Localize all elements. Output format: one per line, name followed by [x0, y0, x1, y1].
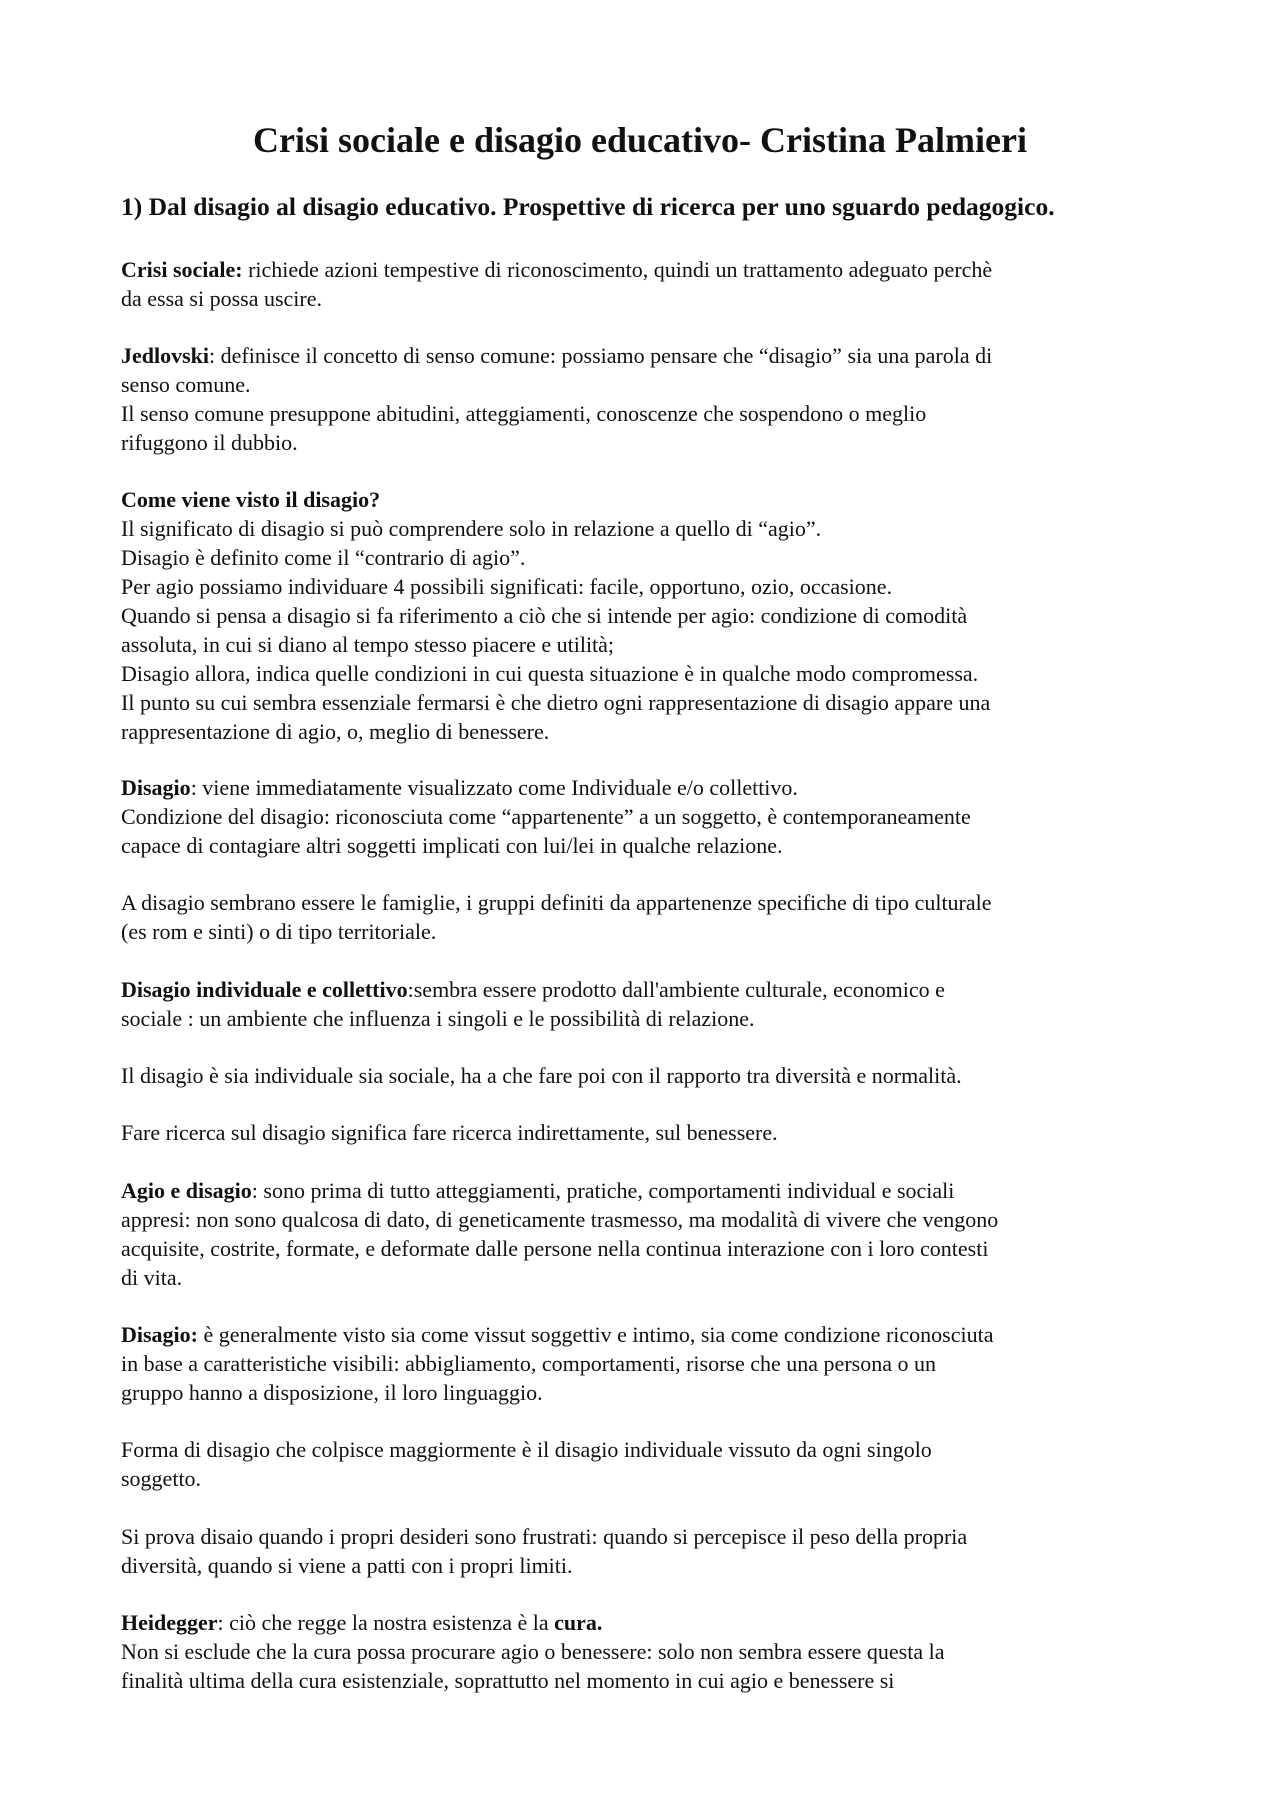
- paragraph-line: (es rom e sinti) o di tipo territoriale.: [121, 919, 437, 944]
- paragraph-line: Agio e disagio: sono prima di tutto atteggiamenti, pratiche, comportamenti individual e sociali: [121, 1178, 955, 1203]
- paragraph-line: di vita.: [121, 1265, 183, 1290]
- paragraph-line: Il disagio è sia individuale sia sociale, ha a che fare poi con il rapporto tra diversità e normalità.: [121, 1063, 962, 1088]
- paragraph-line: Forma di disagio che colpisce maggiormente è il disagio individuale vissuto da ogni singolo: [121, 1437, 932, 1462]
- paragraph-line: rifuggono il dubbio.: [121, 430, 298, 455]
- term-agio-e-disagio: Agio e disagio: [121, 1178, 252, 1203]
- paragraph-line: soggetto.: [121, 1466, 202, 1491]
- paragraph-line: Si prova disaio quando i propri desideri sono frustrati: quando si percepisce il peso della propria: [121, 1524, 968, 1549]
- section-heading: 1) Dal disagio al disagio educativo. Prospettive di ricerca per uno sguardo pedagogico.: [121, 192, 1055, 221]
- paragraph-line: Fare ricerca sul disagio significa fare ricerca indirettamente, sul benessere.: [121, 1120, 778, 1145]
- paragraph-line: Crisi sociale: richiede azioni tempestive di riconoscimento, quindi un trattamento adeguato perchè: [121, 257, 993, 282]
- paragraph-line: finalità ultima della cura esistenziale, soprattutto nel momento in cui agio e benessere si: [121, 1668, 895, 1693]
- term-disagio-2: Disagio:: [121, 1322, 198, 1347]
- paragraph-line: Il punto su cui sembra essenziale fermarsi è che dietro ogni rappresentazione di disagio appare una: [121, 690, 991, 715]
- paragraph-line: Condizione del disagio: riconosciuta come “appartenente” a un soggetto, è contemporaneamente: [121, 804, 971, 829]
- paragraph-line: Heidegger: ciò che regge la nostra esistenza è la cura.: [121, 1610, 603, 1635]
- paragraph-line: capace di contagiare altri soggetti implicati con lui/lei in qualche relazione.: [121, 833, 783, 858]
- paragraph-line: Disagio allora, indica quelle condizioni in cui questa situazione è in qualche modo compromessa.: [121, 661, 979, 686]
- paragraph-line: Quando si pensa a disagio si fa riferimento a ciò che si intende per agio: condizione di comodità: [121, 603, 968, 628]
- term-crisi-sociale: Crisi sociale:: [121, 257, 243, 282]
- paragraph-line: A disagio sembrano essere le famiglie, i gruppi definiti da appartenenze specifiche di tipo culturale: [121, 890, 992, 915]
- paragraph-line: gruppo hanno a disposizione, il loro linguaggio.: [121, 1380, 543, 1405]
- paragraph-line: Disagio: è generalmente visto sia come vissut soggettiv e intimo, sia come condizione riconosciuta: [121, 1322, 994, 1347]
- paragraph-line: assoluta, in cui si diano al tempo stesso piacere e utilità;: [121, 632, 615, 657]
- paragraph-line: Non si esclude che la cura possa procurare agio o benessere: solo non sembra essere questa la: [121, 1639, 945, 1664]
- paragraph-line: Il senso comune presuppone abitudini, atteggiamenti, conoscenze che sospendono o meglio: [121, 401, 927, 426]
- paragraph-line: senso comune.: [121, 372, 251, 397]
- paragraph-line: da essa si possa uscire.: [121, 286, 323, 311]
- paragraph-line: diversità, quando si viene a patti con i propri limiti.: [121, 1553, 573, 1578]
- paragraph-line: Per agio possiamo individuare 4 possibili significati: facile, opportuno, ozio, occasione.: [121, 574, 893, 599]
- paragraph-line: sociale : un ambiente che influenza i singoli e le possibilità di relazione.: [121, 1006, 755, 1031]
- paragraph-line: Disagio è definito come il “contrario di agio”.: [121, 545, 526, 570]
- paragraph-line: Jedlovski: definisce il concetto di senso comune: possiamo pensare che “disagio” sia una parola di: [121, 343, 993, 368]
- term-cura: cura.: [554, 1610, 603, 1635]
- paragraph-line: in base a caratteristiche visibili: abbigliamento, comportamenti, risorse che una persona o un: [121, 1351, 936, 1376]
- paragraph-line: Il significato di disagio si può comprendere solo in relazione a quello di “agio”.: [121, 516, 822, 541]
- paragraph-line: Disagio: viene immediatamente visualizzato come Individuale e/o collettivo.: [121, 775, 798, 800]
- term-disagio: Disagio: [121, 775, 191, 800]
- paragraph-line: Disagio individuale e collettivo:sembra essere prodotto dall'ambiente culturale, economico e: [121, 977, 945, 1002]
- paragraph-line: acquisite, costrite, formate, e deformate dalle persone nella continua interazione con i loro contesti: [121, 1236, 989, 1261]
- paragraph-line: appresi: non sono qualcosa di dato, di geneticamente trasmesso, ma modalità di vivere che vengono: [121, 1207, 999, 1232]
- paragraph-line: rappresentazione di agio, o, meglio di benessere.: [121, 719, 550, 744]
- term-disagio-individuale-collettivo: Disagio individuale e collettivo: [121, 977, 408, 1002]
- term-jedlovski: Jedlovski: [121, 343, 210, 368]
- term-heidegger: Heidegger: [121, 1610, 218, 1635]
- document-title: Crisi sociale e disagio educativo- Cristina Palmieri: [253, 120, 1027, 160]
- subheading-question: Come viene visto il disagio?: [121, 487, 381, 512]
